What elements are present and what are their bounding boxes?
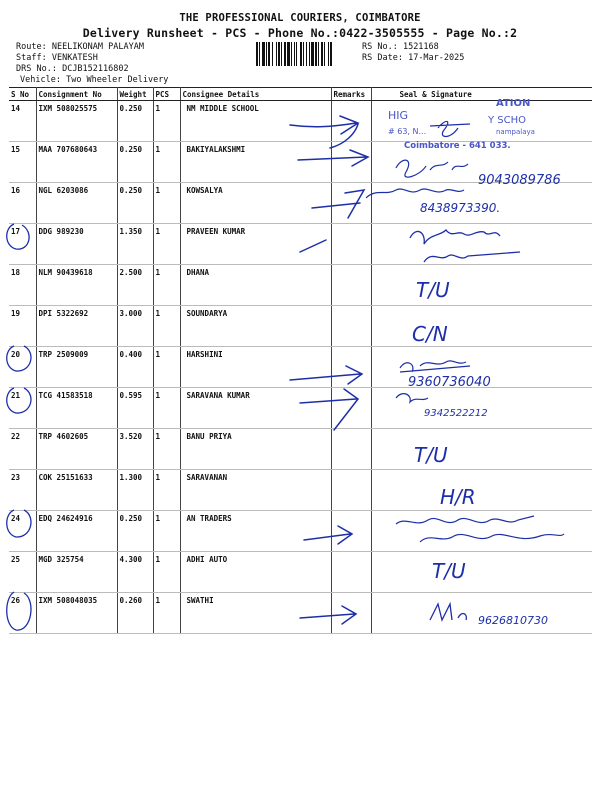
barcode-bar — [287, 42, 290, 66]
stamp-line1: HIG — [388, 109, 409, 122]
drs-line — [16, 64, 129, 74]
phone-26: 9626810730 — [478, 614, 548, 627]
stamp-line3: Coimbatore - 641 033. — [404, 141, 511, 151]
table-row — [9, 101, 592, 142]
stamp-line2: # 63, N... — [388, 127, 427, 136]
consignee-cell: SARAVANAN — [180, 470, 331, 511]
weight-cell: 0.250 — [117, 142, 153, 183]
signature-cell — [371, 388, 592, 429]
vehicle-line — [20, 75, 168, 85]
barcode-bar — [324, 42, 325, 66]
barcode-bar — [276, 42, 277, 66]
remarks-cell — [331, 101, 371, 142]
consignment-cell: COK 25151633 — [36, 470, 117, 511]
pcs-cell: 1 — [153, 388, 180, 429]
barcode-bar — [303, 42, 304, 66]
route-value: NEELIKONAM PALAYAM — [51, 42, 144, 52]
weight-cell: 0.250 — [117, 183, 153, 224]
barcode-bar — [266, 42, 267, 66]
sno-cell: 23 — [9, 470, 36, 511]
sno-cell: 25 — [9, 552, 36, 593]
remarks-cell — [331, 470, 371, 511]
remarks-cell — [331, 306, 371, 347]
table-row — [9, 183, 592, 224]
barcode-bar — [294, 42, 295, 66]
table-row — [9, 593, 592, 634]
mark-22: T/U — [414, 443, 448, 467]
col-signature: Seal & Signature — [371, 88, 592, 101]
consignment-cell: TRP 4602605 — [36, 429, 117, 470]
sno-cell: 20 — [9, 347, 36, 388]
mark-25: T/U — [432, 559, 466, 583]
signature-cell — [371, 593, 592, 634]
sno-cell: 24 — [9, 511, 36, 552]
signature-cell — [371, 101, 592, 142]
table-row — [9, 224, 592, 265]
table-row — [9, 552, 592, 593]
pcs-cell: 1 — [153, 593, 180, 634]
rs-no-label: RS No.: — [362, 42, 398, 52]
phone-20: 9360736040 — [408, 375, 491, 390]
mark-19: C/N — [412, 322, 448, 346]
signature-cell — [371, 183, 592, 224]
consignee-cell: HARSHINI — [180, 347, 331, 388]
barcode-bar — [311, 42, 314, 66]
stamp-right2: Y SCHO — [488, 115, 527, 126]
barcode-bar — [272, 42, 273, 66]
pcs-cell: 1 — [153, 552, 180, 593]
route-label: Route: — [16, 42, 47, 52]
remarks-cell — [331, 552, 371, 593]
consignee-cell: BANU PRIYA — [180, 429, 331, 470]
remarks-cell — [331, 142, 371, 183]
weight-cell: 1.300 — [117, 470, 153, 511]
signature-cell — [371, 429, 592, 470]
consignment-cell: TRP 2509009 — [36, 347, 117, 388]
signature-cell — [371, 552, 592, 593]
remarks-cell — [331, 388, 371, 429]
consignment-cell: IXM 508048035 — [36, 593, 117, 634]
mark-23: H/R — [440, 485, 476, 509]
sno-cell: 14 — [9, 101, 36, 142]
phone-16: 8438973390. — [420, 201, 501, 215]
weight-cell: 0.260 — [117, 593, 153, 634]
col-consignment: Consignment No — [36, 88, 117, 101]
remarks-cell — [331, 511, 371, 552]
stamp-right1: ATION — [496, 98, 531, 109]
pcs-cell: 1 — [153, 101, 180, 142]
drs-label: DRS No.: — [16, 64, 57, 74]
consignee-cell: NM MIDDLE SCHOOL — [180, 101, 331, 142]
weight-cell: 1.350 — [117, 224, 153, 265]
sno-cell: 19 — [9, 306, 36, 347]
stamp-right3: nampalaya — [496, 128, 535, 136]
rs-date-line — [362, 53, 464, 63]
col-consignee: Consignee Details — [180, 88, 331, 101]
barcode-bar — [291, 42, 292, 66]
table-row — [9, 388, 592, 429]
runsheet-title: Delivery Runsheet - PCS - Phone No.:0422-3505555 - Page No.:2 — [82, 26, 518, 40]
delivery-table — [9, 87, 592, 634]
remarks-cell — [331, 265, 371, 306]
consignment-cell: NGL 6203086 — [36, 183, 117, 224]
weight-cell: 3.520 — [117, 429, 153, 470]
weight-cell: 0.250 — [117, 511, 153, 552]
weight-cell: 3.000 — [117, 306, 153, 347]
signature-cell — [371, 511, 592, 552]
rs-date-value: 17-Mar-2025 — [408, 53, 465, 63]
weight-cell: 4.300 — [117, 552, 153, 593]
consignment-cell: EDQ 24624916 — [36, 511, 117, 552]
pcs-cell: 1 — [153, 183, 180, 224]
table-row — [9, 429, 592, 470]
barcode-bar — [315, 42, 317, 66]
consignee-cell: SOUNDARYA — [180, 306, 331, 347]
table-row — [9, 142, 592, 183]
signature-cell — [371, 224, 592, 265]
rs-no-line — [362, 42, 439, 52]
barcode-bar — [321, 42, 323, 66]
table-row — [9, 470, 592, 511]
consignee-cell: AN TRADERS — [180, 511, 331, 552]
rs-no-value: 1521168 — [402, 42, 439, 52]
consignee-cell: SARAVANA KUMAR — [180, 388, 331, 429]
sno-cell: 15 — [9, 142, 36, 183]
consignment-cell: MGD 325754 — [36, 552, 117, 593]
consignment-cell: MAA 707680643 — [36, 142, 117, 183]
phone-15: 9043089786 — [478, 173, 561, 188]
signature-cell — [371, 142, 592, 183]
mark-18: T/U — [416, 278, 450, 302]
pcs-cell: 1 — [153, 347, 180, 388]
weight-cell: 0.250 — [117, 101, 153, 142]
sno-cell: 22 — [9, 429, 36, 470]
sno-cell: 21 — [9, 388, 36, 429]
table-row — [9, 265, 592, 306]
table-row — [9, 511, 592, 552]
drs-value: DCJB152116802 — [62, 64, 129, 74]
phone-21: 9342522212 — [424, 408, 488, 419]
route-line — [16, 42, 144, 52]
remarks-cell — [331, 593, 371, 634]
consignee-cell: DHANA — [180, 265, 331, 306]
consignment-cell: DPI 5322692 — [36, 306, 117, 347]
company-title: THE PROFESSIONAL COURIERS, COIMBATORE — [179, 12, 421, 24]
consignment-cell: TCG 41583518 — [36, 388, 117, 429]
barcode-bar — [259, 42, 260, 66]
signature-cell — [371, 265, 592, 306]
remarks-cell — [331, 347, 371, 388]
remarks-cell — [331, 224, 371, 265]
consignment-cell: NLM 90439618 — [36, 265, 117, 306]
barcode — [256, 42, 352, 66]
sno-cell: 18 — [9, 265, 36, 306]
table-row — [9, 347, 592, 388]
consignee-cell: ADHI AUTO — [180, 552, 331, 593]
rs-date-label: RS Date: — [362, 53, 403, 63]
consignee-cell: PRAVEEN KUMAR — [180, 224, 331, 265]
remarks-cell — [331, 429, 371, 470]
barcode-bar — [296, 42, 297, 66]
col-weight: Weight — [117, 88, 153, 101]
staff-value: VENKATESH — [51, 53, 98, 63]
barcode-bar — [309, 42, 310, 66]
weight-cell: 0.595 — [117, 388, 153, 429]
barcode-bar — [300, 42, 302, 66]
table-header — [9, 88, 592, 101]
consignee-cell: BAKIYALAKSHMI — [180, 142, 331, 183]
table-row — [9, 306, 592, 347]
barcode-bar — [281, 42, 282, 66]
pcs-cell: 1 — [153, 306, 180, 347]
barcode-bar — [268, 42, 270, 66]
barcode-bar — [284, 42, 286, 66]
staff-line — [16, 53, 98, 63]
barcode-bar — [278, 42, 280, 66]
signature-cell — [371, 347, 592, 388]
pcs-cell: 1 — [153, 470, 180, 511]
sno-cell: 26 — [9, 593, 36, 634]
col-pcs: PCS — [153, 88, 180, 101]
sno-cell: 17 — [9, 224, 36, 265]
signature-cell — [371, 306, 592, 347]
pcs-cell: 1 — [153, 142, 180, 183]
weight-cell: 2.500 — [117, 265, 153, 306]
consignment-cell: IXM 508025575 — [36, 101, 117, 142]
barcode-bar — [318, 42, 319, 66]
pcs-cell: 1 — [153, 265, 180, 306]
consignee-cell: KOWSALYA — [180, 183, 331, 224]
barcode-bar — [330, 42, 332, 66]
signature-cell — [371, 470, 592, 511]
vehicle-label: Vehicle: — [20, 75, 61, 85]
barcode-bar — [262, 42, 265, 66]
weight-cell: 0.400 — [117, 347, 153, 388]
pcs-cell: 1 — [153, 429, 180, 470]
barcode-bar — [328, 42, 329, 66]
staff-label: Staff: — [16, 53, 47, 63]
barcode-bar — [256, 42, 258, 66]
col-sno: S No — [9, 88, 36, 101]
sno-cell: 16 — [9, 183, 36, 224]
remarks-cell — [331, 183, 371, 224]
col-remarks: Remarks — [331, 88, 371, 101]
barcode-bar — [306, 42, 307, 66]
vehicle-value: Two Wheeler Delivery — [66, 75, 169, 85]
pcs-cell: 1 — [153, 224, 180, 265]
consignment-cell: DDG 989230 — [36, 224, 117, 265]
pcs-cell: 1 — [153, 511, 180, 552]
consignee-cell: SWATHI — [180, 593, 331, 634]
